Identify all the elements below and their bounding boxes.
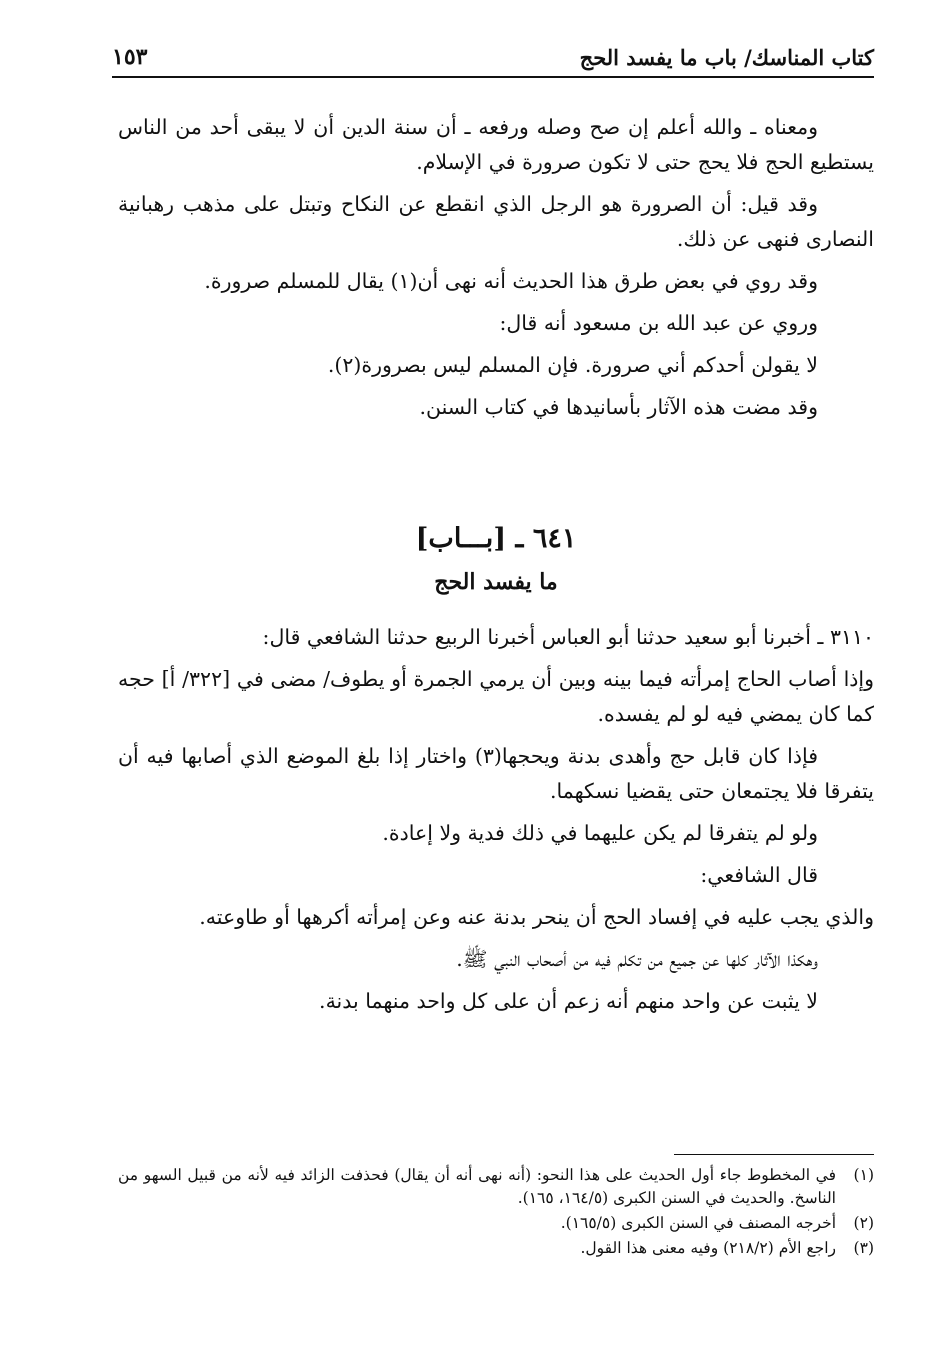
paragraph: وهكذا الآثار كلها عن جميع من تكلم فيه من أصحاب النبي ﷺ. xyxy=(456,947,818,971)
page-header xyxy=(112,30,874,78)
chapter-title: ما يفسد الحج xyxy=(434,569,558,595)
paragraph: ٣١١٠ ـ أخبرنا أبو سعيد حدثنا أبو العباس أخبرنا الربيع حدثنا الشافعي قال: xyxy=(262,625,874,649)
footnote-marker: (٣) xyxy=(853,1239,874,1257)
footnote-text: راجع الأم (٢١٨/٢) وفيه معنى هذا القول. xyxy=(580,1239,836,1257)
paragraph: وقد مضت هذه الآثار بأسانيدها في كتاب السنن. xyxy=(419,395,818,419)
page-number: ١٥٣ xyxy=(112,44,148,70)
footnote-divider xyxy=(674,1154,874,1155)
footnotes xyxy=(118,1164,874,1262)
chapter-number: ٦٤١ ـ [بـــاب] xyxy=(415,523,577,554)
paragraph: لا يقولن أحدكم أني صرورة. فإن المسلم ليس بصرورة(٢). xyxy=(327,353,818,377)
paragraph: فإذا كان قابل حج وأهدى بدنة ويحجها(٣) واختار إذا بلغ الموضع الذي أصابها فيه أن يتفرقا فلا يجتمعان حتى يقضيا نسكهما. xyxy=(118,744,874,803)
paragraph: وقد قيل: أن الصرورة هو الرجل الذي انقطع عن النكاح وتبتل على مذهب رهبانية النصارى فنهى عن ذلك. xyxy=(118,192,874,251)
chapter-heading xyxy=(118,518,874,600)
footnote xyxy=(118,1237,874,1260)
footnote-marker: (٢) xyxy=(853,1214,874,1232)
footnote-text: في المخطوط جاء أول الحديث على هذا النحو: (أنه نهى أنه أن يقال) فحذفت الزائد فيه لأنه من قبيل السهو من الناسخ. والحديث في السنن الكبرى (١٦٤/٥، ١٦٥). xyxy=(118,1166,836,1207)
section-1-text xyxy=(118,110,874,432)
footnote xyxy=(118,1164,874,1210)
running-title: كتاب المناسك/ باب ما يفسد الحج xyxy=(579,45,874,70)
paragraph: وروي عن عبد الله بن مسعود أنه قال: xyxy=(499,311,818,335)
paragraph: وقد روي في بعض طرق هذا الحديث أنه نهى أن(١) يقال للمسلم صرورة. xyxy=(204,269,818,293)
footnote-marker: (١) xyxy=(853,1166,874,1184)
footnote xyxy=(118,1212,874,1235)
paragraph: لا يثبت عن واحد منهم أنه زعم أن على كل واحد منهما بدنة. xyxy=(319,989,818,1013)
paragraph: والذي يجب عليه في إفساد الحج أن ينحر بدنة عنه وعن إمرأته أكرهها أو طاوعته. xyxy=(199,905,874,929)
section-2-text xyxy=(118,620,874,1026)
paragraph: وإذا أصاب الحاج إمرأته فيما بينه وبين أن يرمي الجمرة أو يطوف/ مضى في [٣٢٢/ أ] حجه كما كان يمضي فيه لو لم يفسده. xyxy=(118,667,875,726)
paragraph: قال الشافعي: xyxy=(700,863,818,887)
footnote-text: أخرجه المصنف في السنن الكبرى (١٦٥/٥). xyxy=(560,1214,836,1232)
paragraph: ومعناه ـ والله أعلم إن صح وصله ورفعه ـ أن سنة الدين أن لا يبقى أحد من الناس يستطيع الحج فلا يحج حتى لا تكون صرورة في الإسلام. xyxy=(118,115,874,174)
paragraph: ولو لم يتفرقا لم يكن عليهما في ذلك فدية ولا إعادة. xyxy=(382,821,818,845)
